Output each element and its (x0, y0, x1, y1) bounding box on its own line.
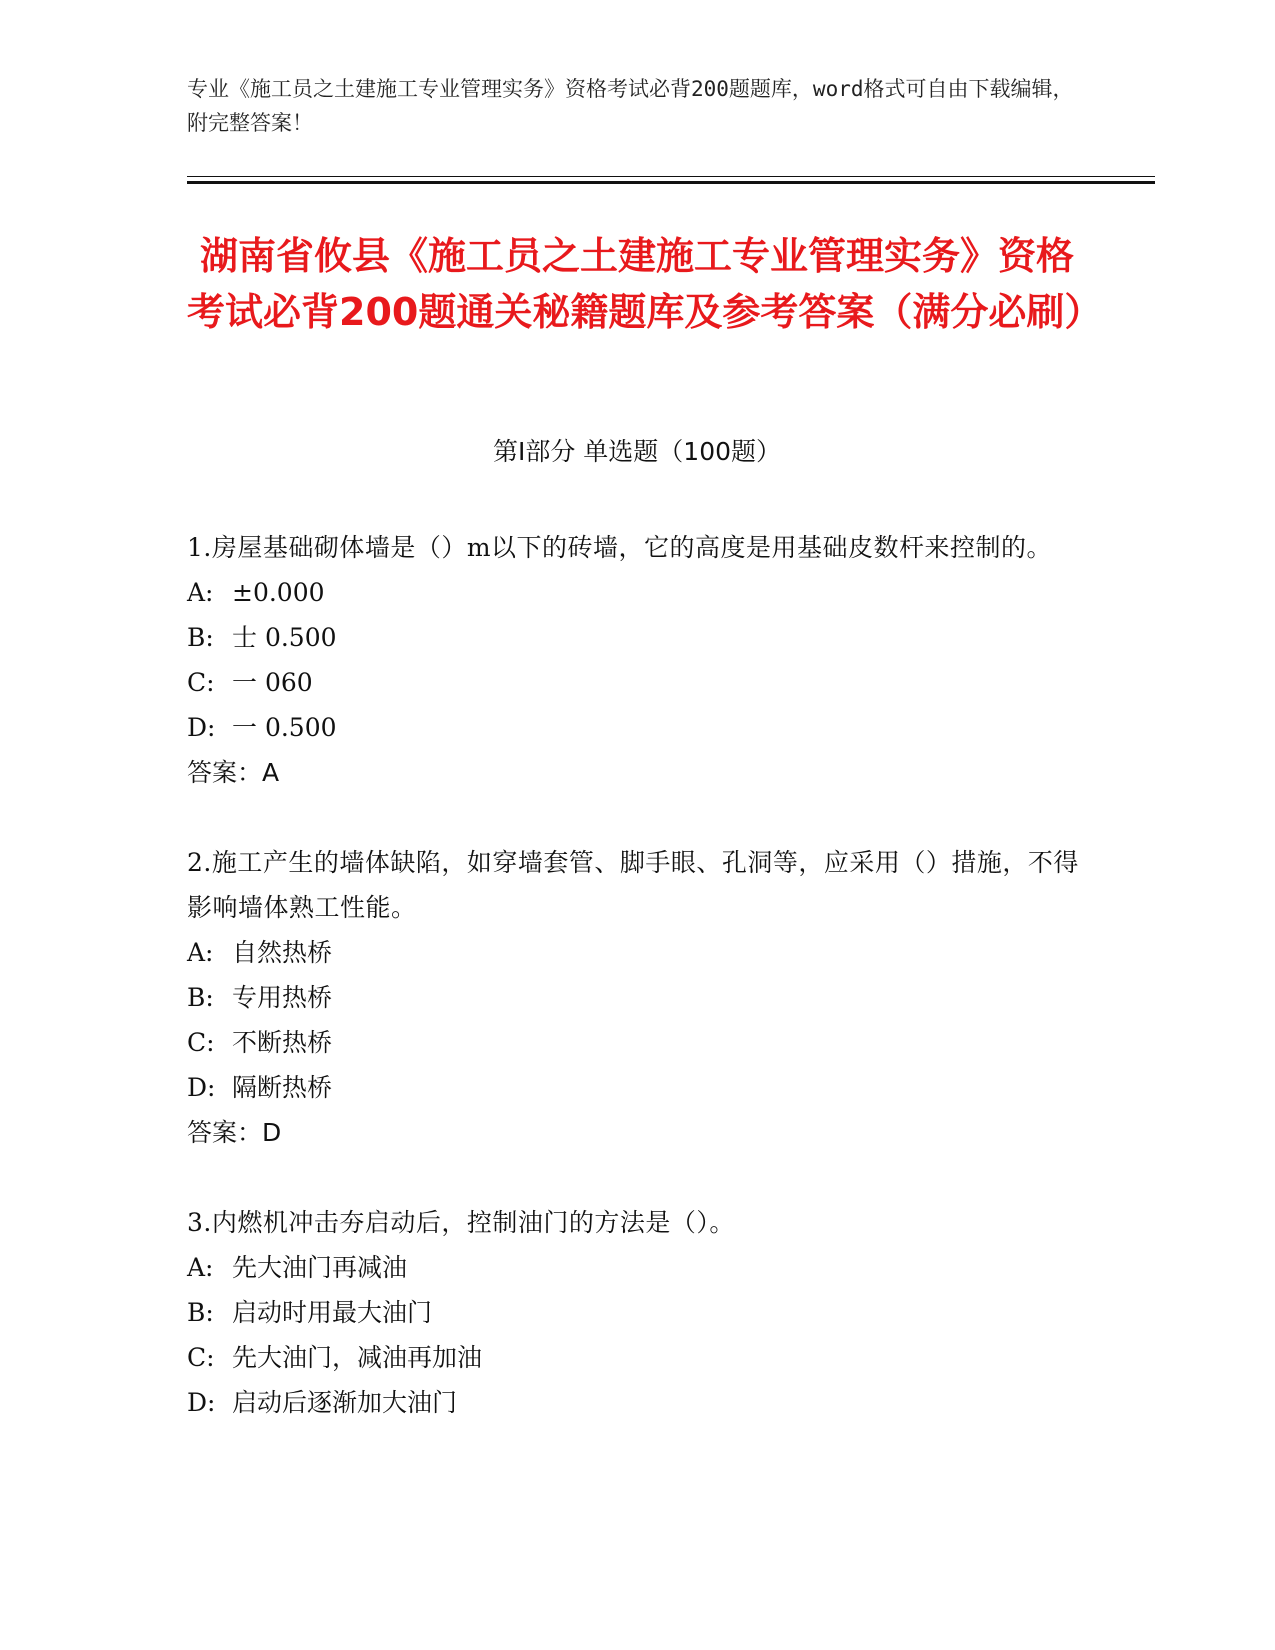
option-letter: A: (187, 578, 214, 607)
option-letter: B: (187, 1298, 214, 1327)
option-text: 不断热桥 (232, 1028, 333, 1057)
option-letter: D: (187, 1073, 216, 1102)
option-text: 隔断热桥 (232, 1073, 333, 1102)
option-c (187, 660, 1092, 705)
option-letter: C: (187, 1028, 215, 1057)
option-d (187, 1065, 1092, 1110)
header-note: 专业《施工员之土建施工专业管理实务》资格考试必背200题题库，word格式可自由下载编辑，附完整答案！ (187, 77, 1074, 135)
option-b (187, 975, 1092, 1020)
option-letter: D: (187, 713, 216, 742)
section-heading: 第I部分 单选题（100题） (492, 437, 782, 466)
header-divider-thin (187, 176, 1155, 177)
option-letter: C: (187, 668, 215, 697)
option-a (187, 570, 1092, 615)
option-text: 自然热桥 (232, 938, 333, 967)
answer-line: 答案：A (187, 758, 280, 787)
question-list (187, 525, 1092, 1470)
option-letter: B: (187, 623, 214, 652)
option-b (187, 615, 1092, 660)
option-b (187, 1290, 1092, 1335)
option-c (187, 1335, 1092, 1380)
option-d (187, 705, 1092, 750)
option-text: 一 0.500 (232, 713, 337, 742)
option-letter: D: (187, 1388, 216, 1417)
option-text: 先大油门，减油再加油 (232, 1343, 483, 1372)
header-divider-thick (187, 181, 1155, 184)
option-letter: A: (187, 938, 214, 967)
question-item (187, 1200, 1092, 1425)
option-a (187, 930, 1092, 975)
option-a (187, 1245, 1092, 1290)
question-item (187, 840, 1092, 1155)
option-letter: B: (187, 983, 214, 1012)
question-item (187, 525, 1092, 795)
option-text: 启动后逐渐加大油门 (232, 1388, 458, 1417)
question-stem: 3.内燃机冲击夯启动后，控制油门的方法是（）。 (187, 1208, 735, 1237)
answer-line: 答案：D (187, 1118, 282, 1147)
document-title: 湖南省攸县《施工员之土建施工专业管理实务》资格考试必背200题通关秘籍题库及参考答案（满分必刷） (187, 234, 1103, 334)
option-text: 士 0.500 (232, 623, 337, 652)
option-text: 专用热桥 (232, 983, 333, 1012)
option-c (187, 1020, 1092, 1065)
option-text: ±0.000 (232, 578, 325, 607)
option-text: 一 060 (232, 668, 313, 697)
option-text: 先大油门再减油 (232, 1253, 408, 1282)
option-text: 启动时用最大油门 (232, 1298, 433, 1327)
question-stem: 1.房屋基础砌体墙是（）m以下的砖墙，它的高度是用基础皮数杆来控制的。 (187, 533, 1053, 562)
option-d (187, 1380, 1092, 1425)
question-stem: 2.施工产生的墙体缺陷，如穿墙套管、脚手眼、孔洞等，应采用（）措施，不得影响墙体熟工性能。 (187, 848, 1079, 922)
option-letter: C: (187, 1343, 215, 1372)
option-letter: A: (187, 1253, 214, 1282)
